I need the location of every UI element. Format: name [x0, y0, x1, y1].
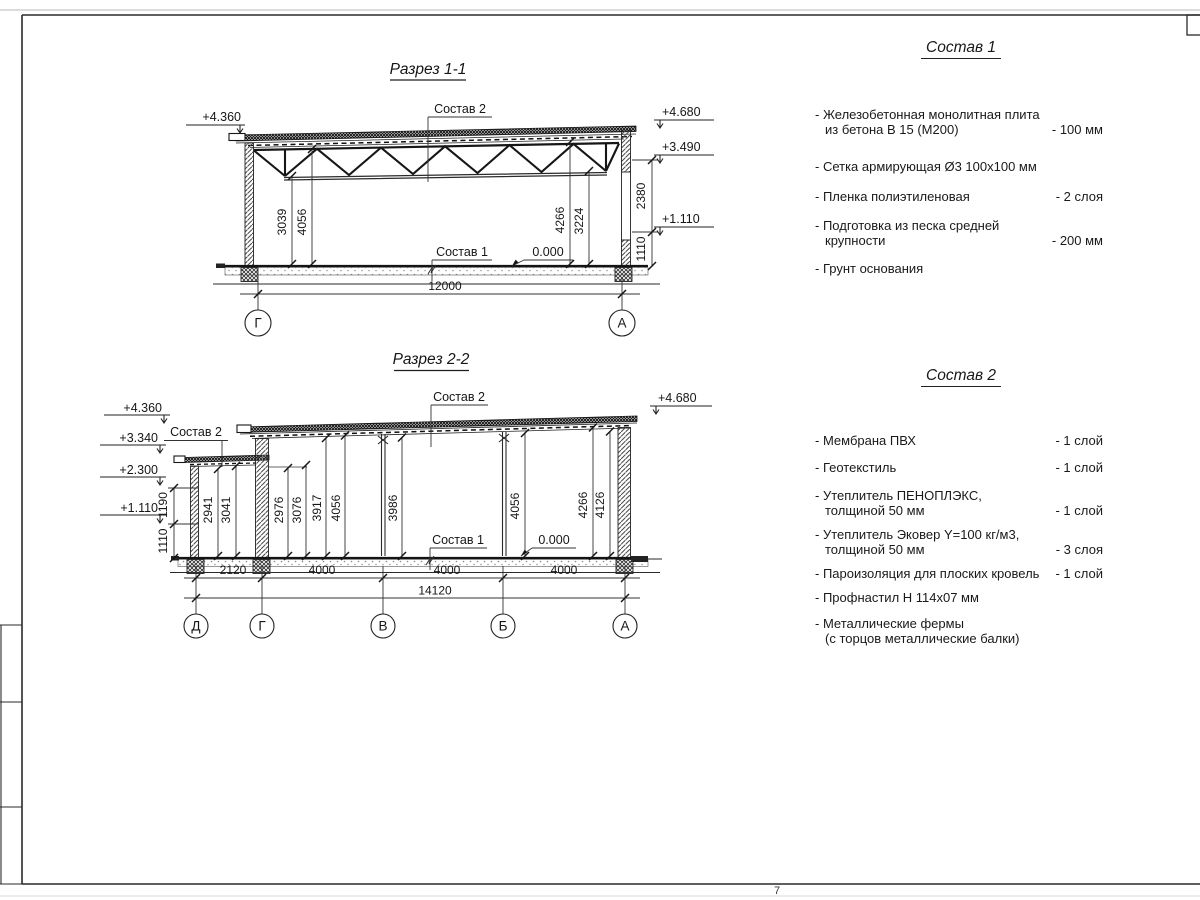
dim-4000-1: 4000 [308, 563, 336, 577]
foundation-block-left [241, 268, 258, 282]
callout-sostav2-top: Состав 2 [433, 390, 485, 404]
dim-3041: 3041 [219, 496, 233, 524]
composition-2-title: Состав 2 [921, 368, 1001, 387]
list-item [815, 616, 1107, 647]
foundation-g [253, 560, 270, 574]
dim-12000: 12000 [428, 279, 462, 293]
item-text: - Грунт основания [815, 260, 924, 276]
composition-2-panel [815, 368, 1107, 647]
wall-axis-a2 [618, 428, 631, 559]
item-text: - Железобетонная монолитная плита [815, 106, 1040, 122]
section-2-title: Разрез 2-2 [392, 351, 470, 368]
dimension-lines-2 [168, 428, 640, 615]
list-item [815, 460, 1107, 476]
item-text-2: толщиной 50 мм [825, 542, 925, 557]
dim-4000-3: 4000 [550, 563, 578, 577]
composition-1-title-row [815, 40, 1107, 59]
dim-2941: 2941 [201, 496, 215, 524]
item-text: - Пленка полиэтиленовая [815, 189, 970, 204]
list-item [815, 159, 1107, 175]
callout-sostav1-2: Состав 1 [432, 533, 484, 547]
wall-axis-a-bottom [622, 240, 631, 266]
axis-letter-g: Г [254, 315, 262, 331]
elev-3490: +3.490 [662, 140, 701, 154]
dim-3224: 3224 [572, 207, 586, 235]
item-value: - 200 мм [1051, 233, 1103, 248]
list-item [815, 488, 1107, 519]
list-item [815, 590, 1107, 606]
dim-4056-left: 4056 [329, 494, 343, 522]
item-value: - 3 слоя [1055, 542, 1103, 557]
dim-3039: 3039 [275, 208, 289, 236]
axis-letter-b: Б [498, 618, 508, 634]
floor-sand-band [225, 268, 648, 276]
wall-axis-g2 [256, 439, 269, 559]
composition-1-items [815, 107, 1107, 277]
item-value: - 1 слой [1055, 432, 1103, 448]
axis-letter-a: А [617, 315, 627, 331]
dim-3076: 3076 [290, 496, 304, 524]
callout-sostav2-left: Состав 2 [170, 425, 222, 439]
axis-letter-v: В [378, 618, 388, 634]
annex-roof-edge-cap [174, 456, 185, 463]
foundation-block-right [615, 268, 632, 282]
item-text-2: крупности [825, 233, 886, 248]
elev-4360: +4.360 [202, 110, 241, 124]
elev2-4360: +4.360 [123, 401, 162, 415]
section-1-1 [186, 61, 714, 336]
dim-4000-2: 4000 [433, 563, 461, 577]
dim-14120: 14120 [418, 583, 452, 598]
main-roof-edge-cap [237, 425, 251, 433]
dim-1110-left: 1110 [156, 528, 170, 554]
axis-letter-g2: Г [258, 618, 266, 634]
zero-level-label: 0.000 [532, 245, 564, 259]
item-text: - Сетка армирующая Ø3 100х100 мм [815, 158, 1037, 174]
elev2-2300: +2.300 [119, 463, 158, 477]
elev2-4680: +4.680 [658, 391, 697, 405]
list-item [815, 218, 1107, 249]
section-1-title: Разрез 1-1 [389, 61, 467, 78]
dim-1190: 1190 [156, 492, 170, 518]
item-text-2: из бетона В 15 (М200) [825, 122, 959, 137]
item-text: - Мембрана ПВХ [815, 432, 916, 448]
list-item [815, 566, 1107, 582]
item-text: - Утеплитель ПЕНОПЛЭКС, [815, 487, 982, 503]
floor-sand-band-2 [178, 560, 648, 567]
callout-sostav1-label: Состав 1 [436, 245, 488, 259]
section-2-2 [100, 351, 712, 638]
annex-roof-dashes [190, 463, 256, 465]
composition-2-title-row [815, 368, 1107, 387]
list-item [815, 527, 1107, 558]
roof-edge-cap [229, 134, 245, 141]
callout-leaders-2 [164, 405, 576, 570]
item-text: - Подготовка из песка средней [815, 217, 1000, 233]
item-value: - 1 слой [1055, 565, 1103, 581]
list-item [815, 189, 1107, 205]
item-value: - 100 мм [1051, 122, 1103, 137]
elev-1110: +1.110 [662, 212, 700, 226]
elev-4680: +4.680 [662, 105, 701, 119]
floor-edge-bar-right [631, 556, 648, 562]
item-text: - Металлические фермы [815, 615, 964, 631]
dim-4056-right: 4056 [508, 492, 522, 520]
callout-sostav2-label: Состав 2 [434, 102, 486, 116]
item-text-2: (с торцов металлические балки) [825, 631, 1020, 646]
frame-corner-box [1187, 15, 1200, 35]
axis-letter-a2: А [620, 618, 630, 634]
floor-edge-nib-left [216, 264, 225, 269]
elev2-3340: +3.340 [119, 431, 158, 445]
dim-4056: 4056 [295, 208, 309, 236]
zero-level-label-2: 0.000 [538, 533, 570, 547]
list-item [815, 261, 1107, 277]
composition-1-panel [815, 40, 1107, 276]
wall-axis-a-mid [622, 172, 631, 240]
page-mark: 7 [774, 885, 781, 897]
dim-3986: 3986 [386, 494, 400, 522]
dim-2120: 2120 [219, 563, 247, 577]
wall-axis-d [191, 466, 199, 558]
wall-axis-a-top [622, 130, 631, 172]
dim-4126: 4126 [593, 491, 607, 519]
item-value: - 2 слоя [1055, 189, 1103, 204]
item-text: - Профнастил Н 114х07 мм [815, 590, 979, 605]
dim-4266: 4266 [553, 206, 567, 234]
list-item [815, 433, 1107, 449]
list-item [815, 107, 1107, 138]
dim-2380: 2380 [634, 182, 648, 210]
item-text-2: толщиной 50 мм [825, 503, 925, 518]
frame-side-boxes [0, 625, 22, 884]
foundation-a [616, 560, 633, 574]
wall-axis-g [245, 143, 254, 266]
item-text: - Утеплитель Эковер Y=100 кг/м3, [815, 526, 1020, 542]
item-value: - 1 слой [1055, 460, 1103, 475]
dim-3917: 3917 [310, 494, 324, 522]
dim-2976: 2976 [272, 496, 286, 524]
axis-letter-d: Д [191, 618, 201, 634]
item-text: - Геотекстиль [815, 460, 897, 475]
foundation-d [187, 560, 204, 574]
truss-bottom-chord [284, 173, 607, 181]
dim-4266-2: 4266 [576, 491, 590, 519]
item-text: - Пароизоляция для плоских кровель [815, 565, 1040, 581]
item-value: - 1 слой [1055, 503, 1103, 518]
composition-2-items [815, 433, 1107, 647]
composition-1-title: Состав 1 [921, 40, 1001, 59]
dim-1110-right: 1110 [634, 236, 648, 262]
elev2-1110: +1.110 [120, 501, 158, 515]
annex-roof-underside [190, 465, 256, 467]
